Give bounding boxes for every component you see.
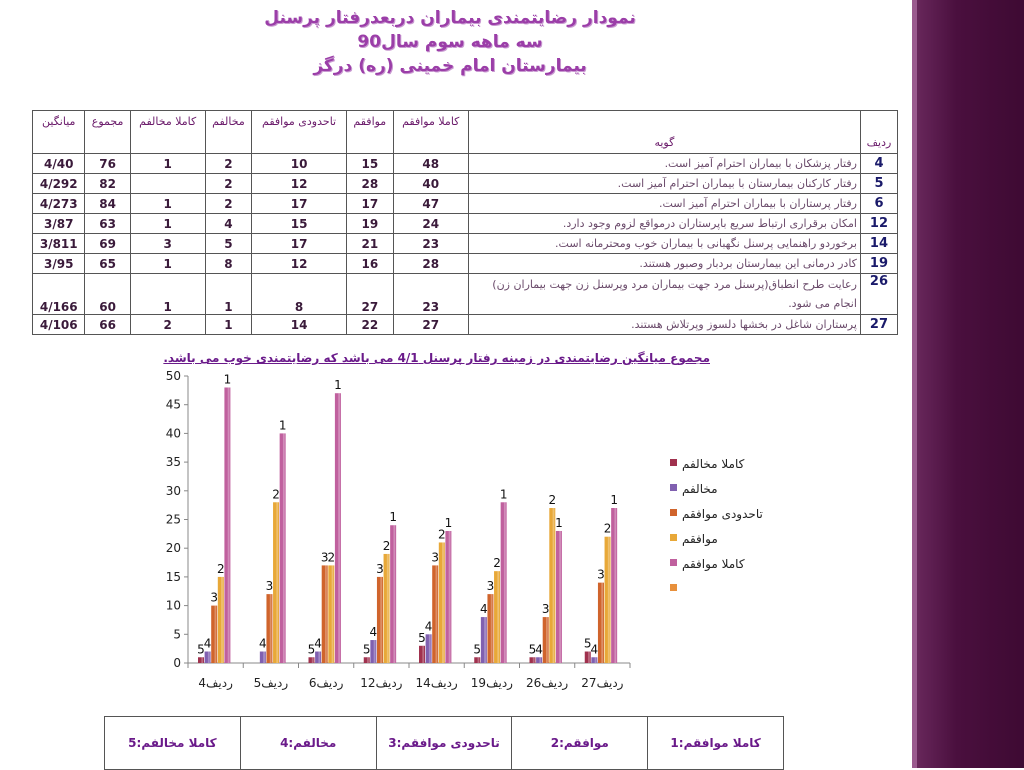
header-mokhalefam: مخالفم [205,111,251,154]
bar-highlight [208,652,210,663]
y-tick-label: 45 [165,397,181,412]
data-label: 5 [418,630,426,645]
bar-group [487,579,495,663]
code-cell-3: تاحدودی موافقم:3 [376,717,512,770]
cell-tahadodi-movafegham: 14 [252,315,347,335]
cell-movafegham: 19 [347,214,394,234]
bar-highlight [614,508,616,663]
data-label: 5 [362,642,371,657]
bar-group [425,619,433,663]
data-label: 1 [389,510,397,525]
bar [474,657,480,663]
header-majmoo: مجموع [85,111,130,154]
bar [419,646,425,663]
bar [370,640,376,663]
bar [432,565,438,663]
legend-label: موافقم [682,532,718,546]
legend-swatch [670,509,677,516]
data-label: 4 [480,602,488,617]
code-cell-4: مخالفم:4 [240,717,376,770]
x-tick-label: ردیف4 [198,676,233,690]
bar-highlight [283,433,285,663]
data-label: 2 [437,527,446,542]
header-radif: ردیف [860,111,897,154]
cell-tahadodi-movafegham: 15 [252,214,347,234]
bar-highlight [497,571,499,663]
bar-group [542,602,550,663]
cell-kamelan-mokhalefam: 1 [130,214,205,234]
legend-label: کاملا موافقم [682,557,745,571]
bar [487,594,493,663]
bar-highlight [478,657,480,663]
bar [205,652,211,663]
bar-group [321,550,329,663]
bar [481,617,487,663]
bar-highlight [553,508,555,663]
bar-group [370,625,378,663]
data-label: 2 [382,538,391,553]
cell-kamelan-mokhalefam: 1 [130,274,205,315]
bar-highlight [393,525,395,663]
table-header-row [33,111,898,154]
legend-label: تاحدودی موافقم [682,507,763,521]
cell-kamelan-mokhalefam: 1 [130,254,205,274]
cell-mokhalefam: 2 [205,174,251,194]
bar-group [418,631,426,663]
data-label: 3 [541,602,550,617]
data-label: 4 [590,642,599,657]
legend-swatch [670,559,677,566]
y-tick-label: 15 [165,569,181,584]
data-label: 2 [216,561,225,576]
cell-miangin: 3/95 [33,254,85,274]
table-body [33,154,898,335]
summary-note: مجموع میانگین رضایتمندی در زمینه رفتار پرسنل 4/1 می باشد که رضایتمندی خوب می باشد. [163,351,710,365]
cell-movafegham: 27 [347,274,394,315]
cell-tahadodi-movafegham: 8 [252,274,347,315]
cell-majmoo: 69 [85,234,130,254]
code-cell-1: کاملا موافقم:1 [648,717,784,770]
bar-highlight [270,594,272,663]
data-label: 5 [197,642,205,657]
data-label: 2 [603,521,612,536]
y-tick-label: 40 [165,426,181,441]
bar-group [314,637,322,663]
bar-highlight [484,617,486,663]
bar-group [210,591,218,663]
bar-group [204,637,212,663]
bar-highlight [221,577,223,663]
bar-group [279,418,287,663]
cell-kamelan-mokhalefam: 1 [130,194,205,214]
data-label: 4 [203,636,212,651]
bar-group [266,579,274,663]
response-code-table [104,716,784,770]
cell-kamelan-movafegham: 40 [393,174,468,194]
bar-group [438,527,446,663]
cell-mokhalefam: 1 [205,274,251,315]
legend-label: مخالفم [682,482,718,496]
table-row [33,154,898,174]
table-row [33,174,898,194]
bar-group [597,568,605,663]
y-tick-label: 30 [165,483,181,498]
chart-legend [670,457,763,591]
survey-results-table [32,110,898,335]
data-label: 5 [307,642,316,657]
header-gooyeh: گویه [468,111,860,154]
header-movafegham: موافقم [347,111,394,154]
cell-tahadodi-movafegham: 10 [252,154,347,174]
x-tick-label: ردیف26 [526,676,569,690]
bar-highlight [387,554,389,663]
cell-majmoo: 76 [85,154,130,174]
bar-highlight [546,617,548,663]
cell-kamelan-movafegham: 27 [393,315,468,335]
cell-item: رفتار پزشکان با بیماران احترام آمیز است. [468,154,860,174]
cell-movafegham: 28 [347,174,394,194]
cell-kamelan-movafegham: 48 [393,154,468,174]
y-tick-label: 50 [165,369,181,383]
cell-kamelan-movafegham: 47 [393,194,468,214]
bar [377,577,383,663]
data-label: 3 [597,567,605,582]
table-row [33,274,898,315]
cell-miangin: 3/811 [33,234,85,254]
bar-group [259,637,267,663]
bar [426,634,432,663]
cell-miangin: 4/166 [33,274,85,315]
cell-tahadodi-movafegham: 12 [252,174,347,194]
bar-highlight [539,657,541,663]
y-tick-label: 10 [165,598,181,613]
cell-tahadodi-movafegham: 17 [252,194,347,214]
bar-highlight [325,565,327,663]
code-cell-5: کاملا مخالفم:5 [105,717,241,770]
data-label: 1 [499,487,508,502]
cell-mokhalefam: 5 [205,234,251,254]
bar [266,594,272,663]
bar-highlight [276,502,278,663]
bar-group [224,372,232,663]
cell-kamelan-mokhalefam: 3 [130,234,205,254]
cell-kamelan-movafegham: 28 [393,254,468,274]
cell-radif: 12 [860,214,897,234]
bar-highlight [504,502,506,663]
bar-group [610,493,618,663]
bar [260,652,266,663]
cell-miangin: 4/292 [33,174,85,194]
header-tahadodi-movafegham: تاحدودی موافقم [252,111,347,154]
cell-item: برخوردو راهنمایی پرسنل نگهبانی با بیماران خوب ومحترمانه است. [468,234,860,254]
table-row [33,214,898,234]
data-label: 2 [548,493,557,508]
bar-highlight [318,652,320,663]
x-tick-label: ردیف12 [360,676,403,690]
cell-movafegham: 16 [347,254,394,274]
bar-highlight [436,565,438,663]
legend-swatch [670,534,677,541]
bar-highlight [491,594,493,663]
code-cell-2: موافقم:2 [512,717,648,770]
bar-group [383,539,391,663]
cell-kamelan-movafegham: 23 [393,274,468,315]
cell-radif: 14 [860,234,897,254]
cell-majmoo: 65 [85,254,130,274]
bar-highlight [559,531,561,663]
x-tick-label: ردیف27 [581,676,624,690]
cell-majmoo: 82 [85,174,130,194]
bar-group [473,642,481,663]
bar-highlight [608,537,610,663]
bar-group [272,487,280,663]
bar-highlight [442,542,444,663]
bar-group [363,642,371,663]
table-row [33,194,898,214]
data-label: 3 [431,550,440,565]
cell-item: رعایت طرح انطباق(پرسنل مرد جهت بیماران مرد وپرسنل زن جهت بیماران زن) انجام می شود. [468,274,860,315]
y-tick-label: 20 [165,541,181,556]
cell-tahadodi-movafegham: 12 [252,254,347,274]
cell-radif: 5 [860,174,897,194]
cell-kamelan-movafegham: 24 [393,214,468,234]
bar-group [591,642,599,663]
data-label: 2 [493,556,501,571]
data-label: 4 [535,642,543,657]
data-label: 4 [424,619,433,634]
cell-movafegham: 17 [347,194,394,214]
table-row [33,315,898,335]
legend-swatch [670,584,677,591]
cell-movafegham: 15 [347,154,394,174]
chart-bars [197,372,618,663]
data-label: 3 [265,579,274,594]
cell-movafegham: 22 [347,315,394,335]
bar-highlight [263,652,265,663]
data-label: 3 [210,590,219,605]
cell-kamelan-mokhalefam: 2 [130,315,205,335]
bar-highlight [449,531,451,663]
cell-radif: 6 [860,194,897,214]
cell-majmoo: 84 [85,194,130,214]
bar-highlight [228,387,230,663]
data-label: 1 [334,378,342,393]
data-label: 5 [528,642,537,657]
cell-majmoo: 63 [85,214,130,234]
data-label: 4 [314,636,322,651]
data-label: 5 [473,642,482,657]
data-label: 3 [486,579,495,594]
bar-group [376,562,384,663]
chart-title-line-1: نمودار رضایتمندی بیماران دربعدرفتار پرسنل [264,8,636,28]
y-tick-label: 35 [165,455,181,470]
bar-highlight [332,565,334,663]
bar-group [389,510,397,663]
x-tick-label: ردیف6 [308,676,344,690]
bar-highlight [595,657,597,663]
cell-item: رفتار پرستاران با بیماران احترام آمیز است. [468,194,860,214]
cell-mokhalefam: 2 [205,154,251,174]
data-label: 1 [278,418,287,433]
bar [322,565,328,663]
bar-group [327,550,335,663]
cell-item: پرستاران شاغل در بخشها دلسوز وپرتلاش هستند. [468,315,860,335]
bar-highlight [422,646,424,663]
header-kamelan-mokhalefam: کاملا مخالفم [130,111,205,154]
table-row [33,254,898,274]
cell-item: امکان برقراری ارتباط سریع باپرستاران درمواقع لزوم وجود دارد. [468,214,860,234]
legend-swatch [670,459,677,466]
bar-group [493,556,501,663]
legend-swatch [670,484,677,491]
bar-highlight [429,634,431,663]
bar-highlight [367,657,369,663]
cell-item: کادر درمانی این بیمارستان بردبار وصبور هستند. [468,254,860,274]
data-label: 1 [223,372,232,387]
bar-highlight [201,657,203,663]
data-label: 3 [320,550,329,565]
cell-kamelan-movafegham: 23 [393,234,468,254]
response-code-row [105,717,784,770]
x-tick-label: ردیف5 [253,676,289,690]
cell-radif: 27 [860,315,897,335]
cell-majmoo: 66 [85,315,130,335]
cell-mokhalefam: 2 [205,194,251,214]
cell-mokhalefam: 8 [205,254,251,274]
bar-highlight [533,657,535,663]
bar-highlight [215,606,217,663]
data-label: 1 [610,493,618,508]
chart-title-line-3: بیمارستان امام خمینی (ره) درگز [313,56,587,76]
data-label: 1 [444,515,453,530]
bar-group [535,642,543,663]
bar [315,652,321,663]
legend-label: کاملا مخالفم [682,457,745,471]
data-label: 2 [327,550,336,565]
cell-radif: 19 [860,254,897,274]
cell-movafegham: 21 [347,234,394,254]
cell-miangin: 4/273 [33,194,85,214]
chart-title-line-2: سه ماهه سوم سال90 [357,32,543,52]
data-label: 4 [259,636,267,651]
cell-radif: 4 [860,154,897,174]
bar-group [445,516,453,663]
bar [364,657,370,663]
cell-tahadodi-movafegham: 17 [252,234,347,254]
bar-group [480,602,488,663]
bar-group [555,516,563,663]
bar-highlight [380,577,382,663]
bar-group [604,522,612,663]
cell-kamelan-mokhalefam: 1 [130,154,205,174]
bar [309,657,315,663]
data-label: 3 [376,561,384,576]
decorative-side-band [912,0,1024,768]
cell-kamelan-mokhalefam [130,174,205,194]
x-tick-label: ردیف14 [415,676,458,690]
x-tick-label: ردیف19 [470,676,513,690]
y-tick-label: 0 [173,656,181,670]
bar-group [500,487,508,663]
bar-group [431,550,439,663]
cell-miangin: 3/87 [33,214,85,234]
bar-highlight [601,583,603,663]
data-label: 1 [555,515,563,530]
bar-highlight [374,640,376,663]
bar-highlight [338,393,340,663]
data-label: 4 [369,625,378,640]
data-label: 2 [272,487,280,502]
table-row [33,234,898,254]
cell-majmoo: 60 [85,274,130,315]
cell-radif: 26 [860,274,897,315]
cell-mokhalefam: 4 [205,214,251,234]
cell-miangin: 4/106 [33,315,85,335]
y-tick-label: 25 [165,512,181,527]
cell-item: رفتار کارکنان بیمارستان با بیماران احترام آمیز است. [468,174,860,194]
bar-group [217,562,225,663]
cell-miangin: 4/40 [33,154,85,174]
header-kamelan-movafegham: کاملا موافقم [393,111,468,154]
bar-group [334,378,342,663]
y-tick-label: 5 [173,627,181,642]
bar-highlight [312,657,314,663]
data-label: 5 [583,636,592,651]
cell-mokhalefam: 1 [205,315,251,335]
bar-chart [0,362,900,712]
header-miangin: میانگین [33,111,85,154]
